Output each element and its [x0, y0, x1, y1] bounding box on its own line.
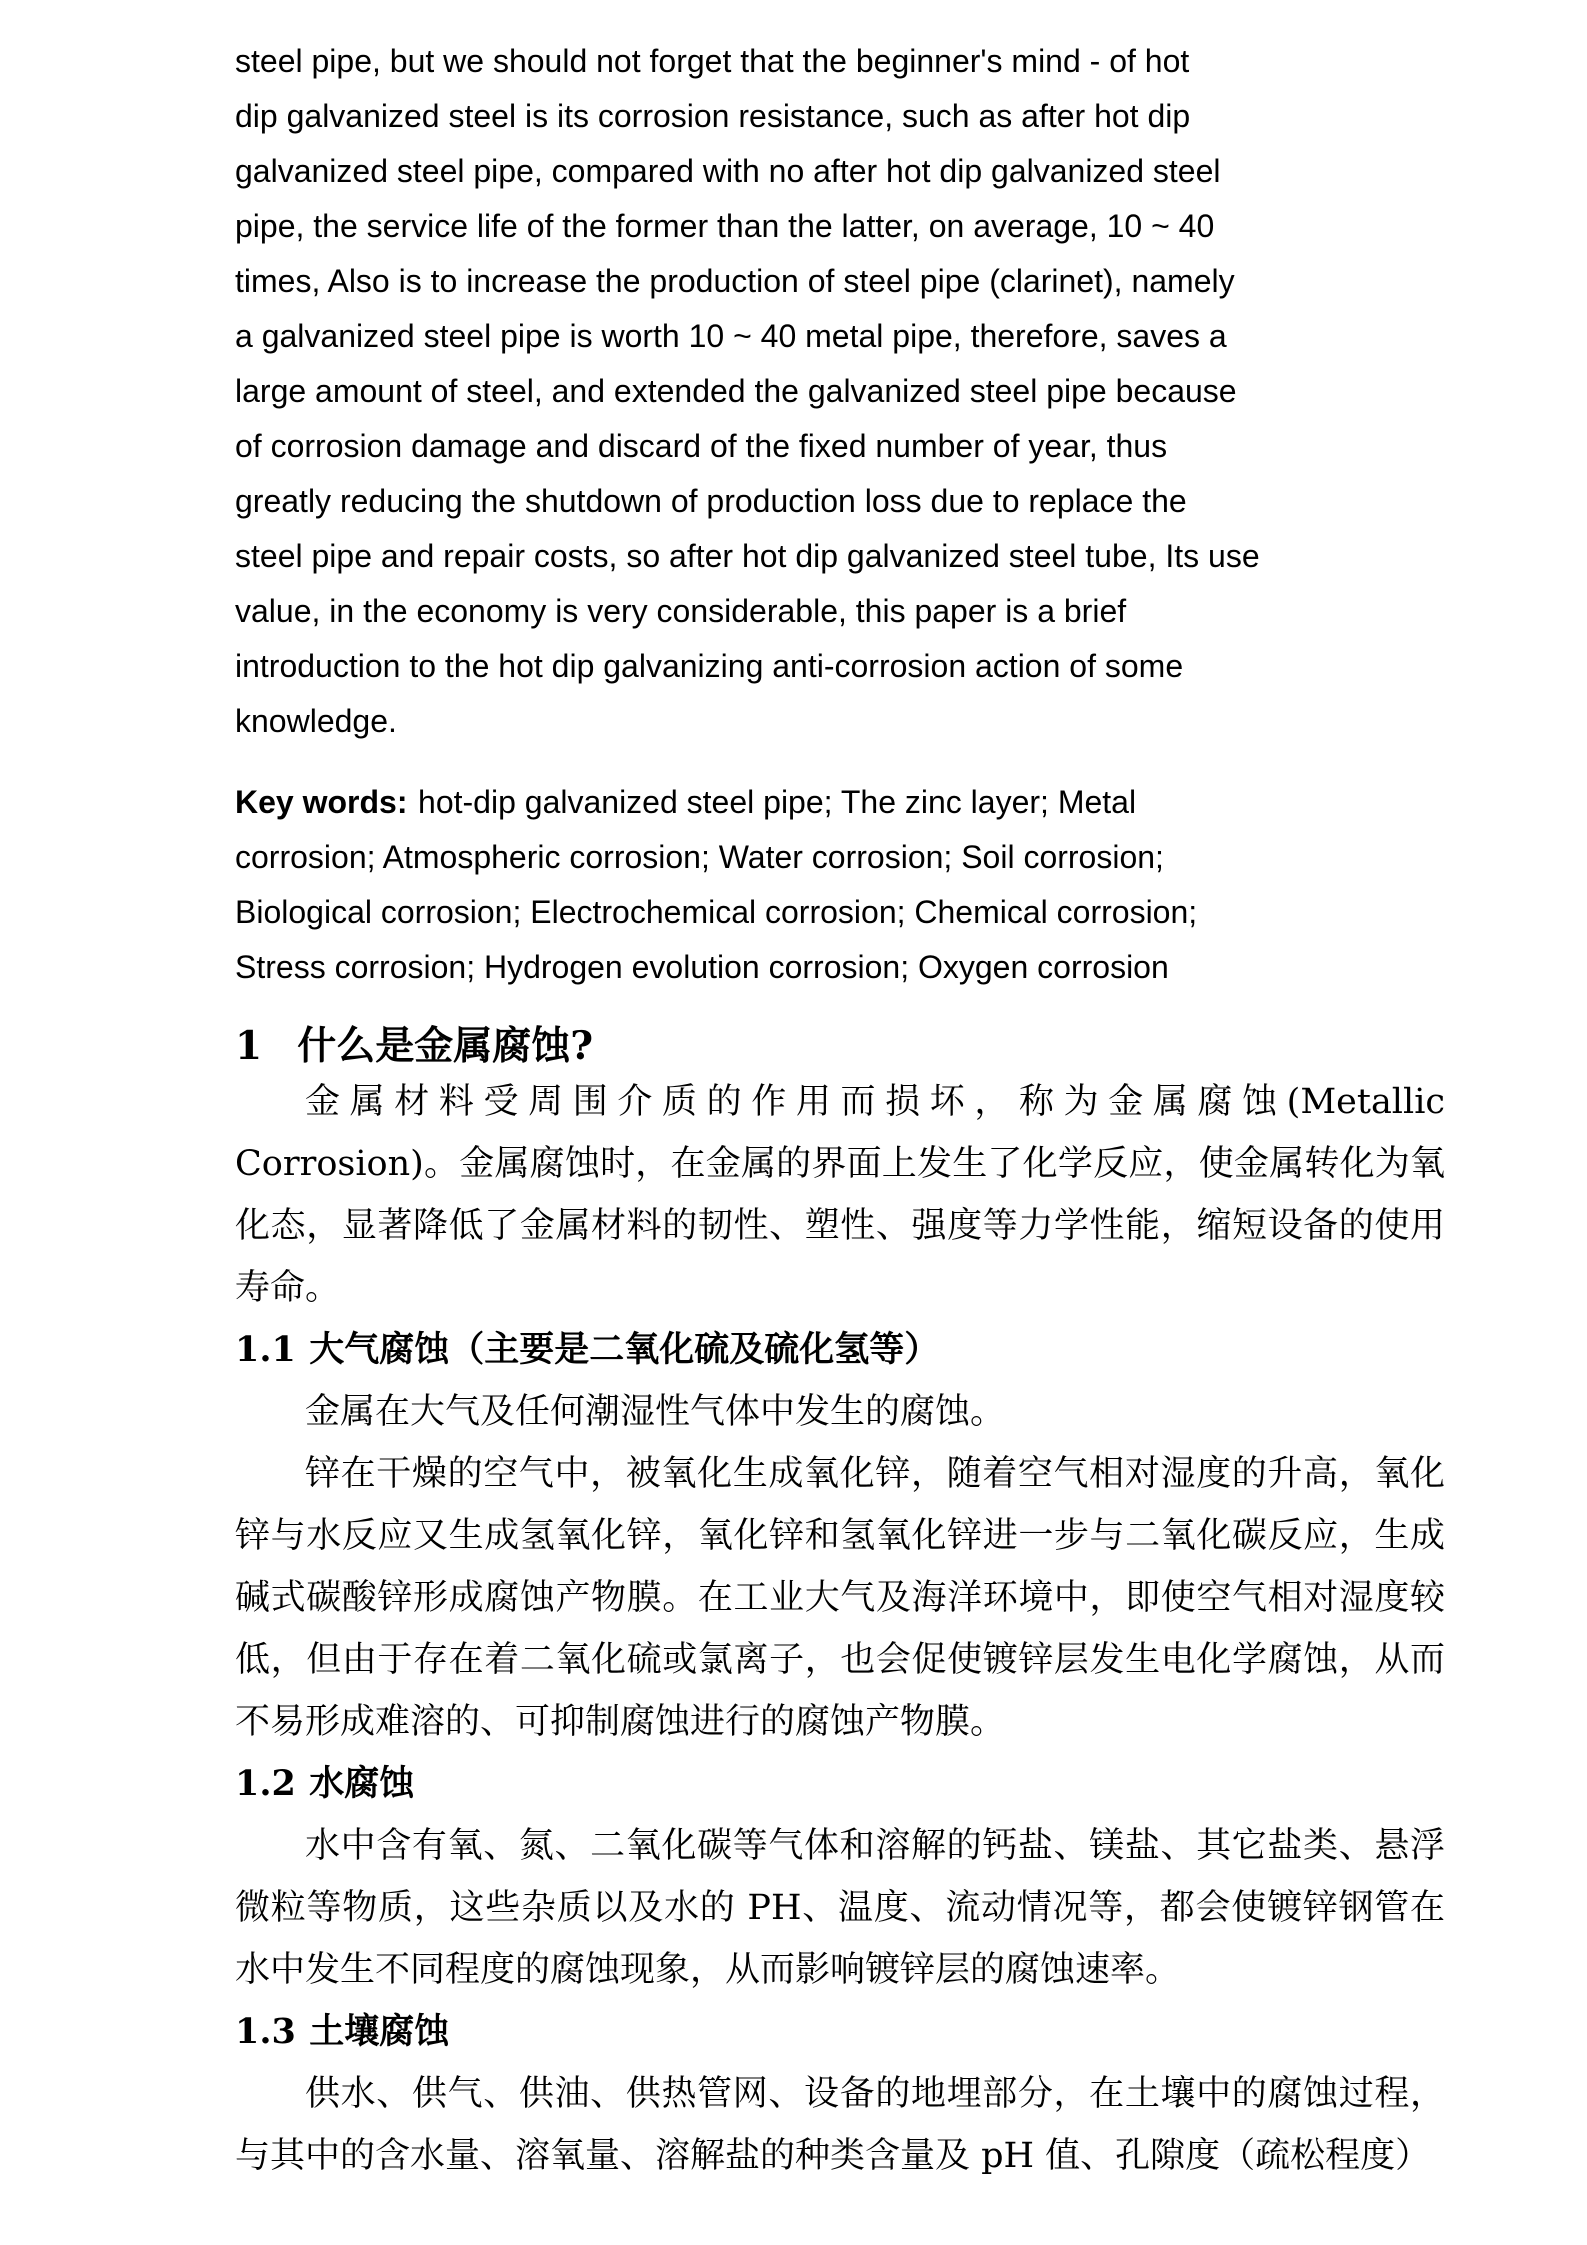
heading-number: 1.2 [235, 1763, 296, 1804]
heading-number: 1 [235, 1023, 263, 1069]
section-heading-1-2 [235, 1753, 1445, 1815]
heading-title: 土壤腐蚀 [309, 2011, 450, 2052]
paragraph-zinc-oxidation: 锌在干燥的空气中，被氧化生成氧化锌，随着空气相对湿度的升高，氧化锌与水反应又生成氢氧化锌，氧化锌和氢氧化锌进一步与二氧化碳反应，生成碱式碳酸锌形成腐蚀产物膜。在工业大气及海洋环境中，即使空气相对湿度较低，但由于存在着二氧化硫或氯离子，也会促使镀锌层发生电化学腐蚀，从而不易形成难溶的、可抑制腐蚀进行的腐蚀产物膜。 [235, 1454, 1445, 1742]
paragraph-metal-corrosion: 金属材料受周围介质的作用而损坏，称为金属腐蚀(Metallic Corrosion)。金属腐蚀时，在金属的界面上发生了化学反应，使金属转化为氧化态，显著降低了金属材料的韧性、塑性、强度等力学性能，缩短设备的使用寿命。 [235, 1082, 1445, 1308]
heading-title: 大气腐蚀（主要是二氧化硫及硫化氢等） [309, 1329, 940, 1370]
keywords-first-line [235, 775, 1445, 830]
text-line: steel pipe, but we should not forget that the beginner's mind - of hot [235, 43, 1190, 79]
paragraph-water-corrosion: 水中含有氧、氮、二氧化碳等气体和溶解的钙盐、镁盐、其它盐类、悬浮微粒等物质，这些杂质以及水的 PH、温度、流动情况等，都会使镀锌钢管在水中发生不同程度的腐蚀现象，从而影响镀锌层的腐蚀速率。 [235, 1826, 1445, 1990]
heading-number: 1.1 [235, 1329, 296, 1370]
text-line: dip galvanized steel is its corrosion resistance, such as after hot dip [235, 98, 1191, 134]
text-line: of corrosion damage and discard of the fixed number of year, thus [235, 428, 1168, 464]
paragraph-atmospheric-definition: 金属在大气及任何潮湿性气体中发生的腐蚀。 [305, 1392, 1006, 1432]
heading-number: 1.3 [235, 2011, 296, 2052]
text-line: greatly reducing the shutdown of production loss due to replace the [235, 483, 1187, 519]
section-heading-1-1 [235, 1319, 1445, 1381]
text-line: pipe, the service life of the former than the latter, on average, 10 ~ 40 [235, 208, 1215, 244]
text-line: large amount of steel, and extended the galvanized steel pipe because [235, 373, 1237, 409]
text-line: knowledge. [235, 703, 397, 739]
text-line: Biological corrosion; Electrochemical corrosion; Chemical corrosion; [235, 894, 1198, 930]
text-line: times, Also is to increase the production of steel pipe (clarinet), namely [235, 263, 1235, 299]
text-line: corrosion; Atmospheric corrosion; Water corrosion; Soil corrosion; [235, 839, 1164, 875]
text-line: Stress corrosion; Hydrogen evolution corrosion; Oxygen corrosion [235, 949, 1169, 985]
heading-title: 水腐蚀 [309, 1763, 415, 1804]
section-heading-1-3 [235, 2001, 1445, 2063]
keywords-first-line-text: hot-dip galvanized steel pipe; The zinc layer; Metal [418, 784, 1137, 820]
english-abstract-paragraph [235, 34, 1445, 749]
text-line: steel pipe and repair costs, so after hot dip galvanized steel tube, Its use [235, 538, 1260, 574]
section-heading-1 [235, 1021, 1445, 1071]
paragraph-soil-corrosion: 供水、供气、供油、供热管网、设备的地埋部分，在土壤中的腐蚀过程，与其中的含水量、溶氧量、溶解盐的种类含量及 pH 值、孔隙度（疏松程度） [235, 2074, 1445, 2176]
text-line: value, in the economy is very considerable, this paper is a brief [235, 593, 1127, 629]
keywords-label: Key words: [235, 784, 408, 820]
heading-title: 什么是金属腐蚀? [297, 1023, 594, 1069]
text-line: a galvanized steel pipe is worth 10 ~ 40 metal pipe, therefore, saves a [235, 318, 1227, 354]
keywords-paragraph [235, 775, 1445, 995]
text-line: galvanized steel pipe, compared with no after hot dip galvanized steel [235, 153, 1221, 189]
text-line: introduction to the hot dip galvanizing anti-corrosion action of some [235, 648, 1184, 684]
keywords-rest-lines [235, 830, 1445, 995]
